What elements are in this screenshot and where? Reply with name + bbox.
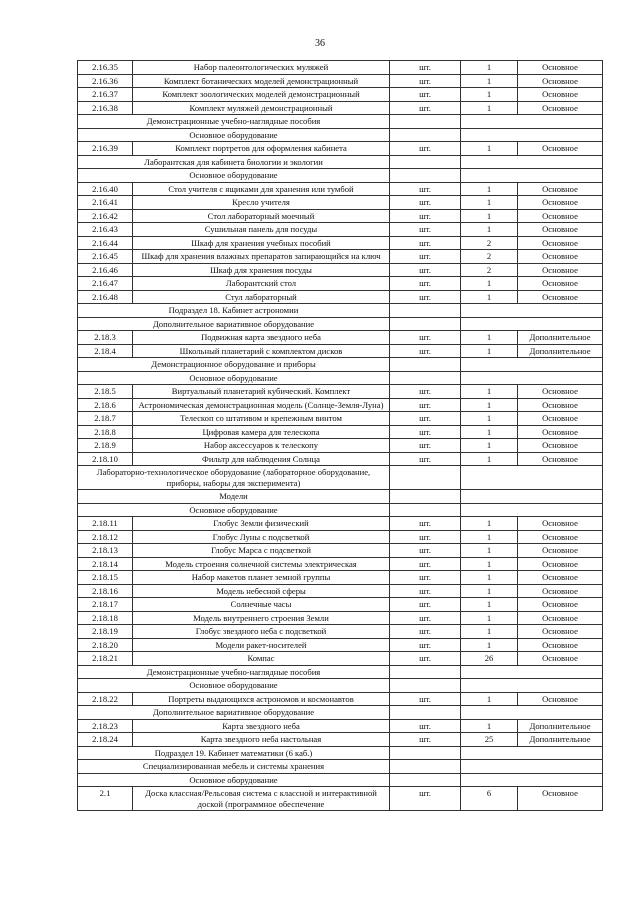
- section-title: Основное оборудование: [78, 169, 390, 183]
- item-unit: шт.: [390, 101, 461, 115]
- table-row: [78, 236, 603, 250]
- item-unit: шт.: [390, 331, 461, 345]
- table-row: [78, 692, 603, 706]
- empty-cell: [390, 371, 461, 385]
- item-name: Доска классная/Рельсовая система с классной и интерактивной доской (программное обеспечение: [133, 787, 390, 811]
- section-row: [78, 679, 603, 693]
- empty-cell: [390, 155, 461, 169]
- item-type: Основное: [518, 517, 603, 531]
- section-row: [78, 128, 603, 142]
- item-unit: шт.: [390, 74, 461, 88]
- item-number: 2.18.11: [78, 517, 133, 531]
- item-unit: шт.: [390, 209, 461, 223]
- item-type: Основное: [518, 236, 603, 250]
- item-number: 2.16.40: [78, 182, 133, 196]
- item-type: Основное: [518, 142, 603, 156]
- item-unit: шт.: [390, 196, 461, 210]
- item-unit: шт.: [390, 385, 461, 399]
- item-name: Кресло учителя: [133, 196, 390, 210]
- item-type: Основное: [518, 101, 603, 115]
- item-name: Модели ракет-носителей: [133, 638, 390, 652]
- item-unit: шт.: [390, 223, 461, 237]
- item-quantity: 1: [461, 638, 518, 652]
- item-number: 2.18.15: [78, 571, 133, 585]
- section-row: [78, 115, 603, 129]
- section-title: Специализированная мебель и системы хранения: [78, 760, 390, 774]
- section-row: [78, 706, 603, 720]
- section-row: [78, 169, 603, 183]
- table-row: [78, 277, 603, 291]
- item-quantity: 1: [461, 425, 518, 439]
- item-type: Основное: [518, 250, 603, 264]
- table-row: [78, 223, 603, 237]
- item-type: Основное: [518, 398, 603, 412]
- item-name: Модель строения солнечной системы электрическая: [133, 557, 390, 571]
- item-unit: шт.: [390, 584, 461, 598]
- item-unit: шт.: [390, 557, 461, 571]
- item-quantity: 1: [461, 196, 518, 210]
- table-row: [78, 719, 603, 733]
- item-quantity: 2: [461, 236, 518, 250]
- item-name: Комплект зоологических моделей демонстрационный: [133, 88, 390, 102]
- table-row: [78, 611, 603, 625]
- item-unit: шт.: [390, 733, 461, 747]
- item-name: Астрономическая демонстрационная модель (Солнце-Земля-Луна): [133, 398, 390, 412]
- item-quantity: 1: [461, 557, 518, 571]
- item-type: Основное: [518, 425, 603, 439]
- table-row: [78, 625, 603, 639]
- item-name: Модель внутреннего строения Земли: [133, 611, 390, 625]
- section-row: [78, 665, 603, 679]
- item-name: Шкаф для хранения влажных препаратов запирающийся на ключ: [133, 250, 390, 264]
- item-name: Карта звездного неба настольная: [133, 733, 390, 747]
- item-name: Компас: [133, 652, 390, 666]
- section-row: [78, 371, 603, 385]
- item-number: 2.18.8: [78, 425, 133, 439]
- item-name: Стол учителя с ящиками для хранения или тумбой: [133, 182, 390, 196]
- item-unit: шт.: [390, 344, 461, 358]
- item-name: Сушильная панель для посуды: [133, 223, 390, 237]
- item-type: Основное: [518, 290, 603, 304]
- table-row: [78, 571, 603, 585]
- item-type: Дополнительное: [518, 719, 603, 733]
- item-type: Основное: [518, 452, 603, 466]
- item-type: Основное: [518, 625, 603, 639]
- item-name: Глобус звездного неба с подсветкой: [133, 625, 390, 639]
- table-row: [78, 530, 603, 544]
- empty-cell: [461, 371, 603, 385]
- item-number: 2.16.48: [78, 290, 133, 304]
- item-unit: шт.: [390, 142, 461, 156]
- item-unit: шт.: [390, 88, 461, 102]
- table-row: [78, 88, 603, 102]
- section-title: Основное оборудование: [78, 371, 390, 385]
- table-row: [78, 290, 603, 304]
- item-quantity: 1: [461, 517, 518, 531]
- section-title: Лабораторно-технологическое оборудование (лабораторное оборудование, приборы, наборы для эксперимента): [78, 466, 390, 490]
- item-quantity: 2: [461, 250, 518, 264]
- item-name: Подвижная карта звездного неба: [133, 331, 390, 345]
- item-number: 2.16.42: [78, 209, 133, 223]
- item-quantity: 1: [461, 209, 518, 223]
- item-name: Комплект портретов для оформления кабинета: [133, 142, 390, 156]
- item-quantity: 1: [461, 439, 518, 453]
- item-quantity: 1: [461, 398, 518, 412]
- item-name: Телескоп со штативом и крепежным винтом: [133, 412, 390, 426]
- section-row: [78, 155, 603, 169]
- item-number: 2.16.39: [78, 142, 133, 156]
- item-type: Основное: [518, 439, 603, 453]
- item-name: Комплект ботанических моделей демонстрационный: [133, 74, 390, 88]
- empty-cell: [390, 304, 461, 318]
- equipment-table: [77, 60, 603, 811]
- item-quantity: 1: [461, 692, 518, 706]
- table-row: [78, 452, 603, 466]
- section-title: Основное оборудование: [78, 773, 390, 787]
- item-unit: шт.: [390, 611, 461, 625]
- empty-cell: [390, 128, 461, 142]
- item-unit: шт.: [390, 277, 461, 291]
- item-type: Основное: [518, 88, 603, 102]
- item-type: Основное: [518, 385, 603, 399]
- empty-cell: [461, 317, 603, 331]
- item-number: 2.18.21: [78, 652, 133, 666]
- item-name: Набор макетов планет земной группы: [133, 571, 390, 585]
- table-row: [78, 425, 603, 439]
- item-number: 2.16.37: [78, 88, 133, 102]
- empty-cell: [390, 773, 461, 787]
- item-unit: шт.: [390, 652, 461, 666]
- section-row: [78, 304, 603, 318]
- item-number: 2.16.35: [78, 61, 133, 75]
- empty-cell: [390, 169, 461, 183]
- item-number: 2.18.20: [78, 638, 133, 652]
- item-name: Карта звездного неба: [133, 719, 390, 733]
- item-type: Основное: [518, 530, 603, 544]
- item-type: Основное: [518, 652, 603, 666]
- item-number: 2.16.38: [78, 101, 133, 115]
- section-row: [78, 760, 603, 774]
- item-name: Школьный планетарий с комплектом дисков: [133, 344, 390, 358]
- section-row: [78, 317, 603, 331]
- empty-cell: [461, 490, 603, 504]
- item-type: Основное: [518, 611, 603, 625]
- empty-cell: [461, 169, 603, 183]
- item-quantity: 1: [461, 452, 518, 466]
- table-row: [78, 584, 603, 598]
- item-name: Модель небесной сферы: [133, 584, 390, 598]
- item-quantity: 1: [461, 223, 518, 237]
- item-type: Дополнительное: [518, 344, 603, 358]
- section-title: Подраздел 18. Кабинет астрономии: [78, 304, 390, 318]
- table-row: [78, 196, 603, 210]
- item-unit: шт.: [390, 719, 461, 733]
- item-number: 2.18.18: [78, 611, 133, 625]
- item-type: Основное: [518, 223, 603, 237]
- table-row: [78, 557, 603, 571]
- table-row: [78, 142, 603, 156]
- item-quantity: 1: [461, 385, 518, 399]
- table-row: [78, 331, 603, 345]
- empty-cell: [461, 155, 603, 169]
- table-row: [78, 544, 603, 558]
- item-number: 2.18.7: [78, 412, 133, 426]
- item-type: Основное: [518, 74, 603, 88]
- item-quantity: 2: [461, 263, 518, 277]
- empty-cell: [461, 358, 603, 372]
- item-quantity: 25: [461, 733, 518, 747]
- table-row: [78, 182, 603, 196]
- item-quantity: 1: [461, 344, 518, 358]
- item-quantity: 1: [461, 598, 518, 612]
- item-quantity: 26: [461, 652, 518, 666]
- item-unit: шт.: [390, 412, 461, 426]
- section-row: [78, 503, 603, 517]
- section-row: [78, 358, 603, 372]
- item-unit: шт.: [390, 236, 461, 250]
- table-row: [78, 61, 603, 75]
- item-quantity: 1: [461, 74, 518, 88]
- item-number: 2.18.12: [78, 530, 133, 544]
- item-number: 2.18.16: [78, 584, 133, 598]
- item-name: Стул лабораторный: [133, 290, 390, 304]
- item-name: Глобус Земли физический: [133, 517, 390, 531]
- item-type: Основное: [518, 787, 603, 811]
- item-number: 2.16.41: [78, 196, 133, 210]
- item-unit: шт.: [390, 452, 461, 466]
- empty-cell: [461, 115, 603, 129]
- table-row: [78, 385, 603, 399]
- section-title: Дополнительное вариативное оборудование: [78, 706, 390, 720]
- item-unit: шт.: [390, 571, 461, 585]
- empty-cell: [390, 466, 461, 490]
- table-row: [78, 263, 603, 277]
- item-unit: шт.: [390, 598, 461, 612]
- item-quantity: 1: [461, 88, 518, 102]
- item-name: Фильтр для наблюдения Солнца: [133, 452, 390, 466]
- item-quantity: 1: [461, 544, 518, 558]
- empty-cell: [461, 760, 603, 774]
- item-type: Основное: [518, 544, 603, 558]
- empty-cell: [461, 466, 603, 490]
- section-row: [78, 746, 603, 760]
- empty-cell: [390, 760, 461, 774]
- item-number: 2.1: [78, 787, 133, 811]
- section-title: Основное оборудование: [78, 128, 390, 142]
- empty-cell: [390, 679, 461, 693]
- item-number: 2.18.3: [78, 331, 133, 345]
- table-row: [78, 638, 603, 652]
- item-unit: шт.: [390, 530, 461, 544]
- item-number: 2.18.4: [78, 344, 133, 358]
- empty-cell: [390, 665, 461, 679]
- item-quantity: 1: [461, 277, 518, 291]
- table-row: [78, 398, 603, 412]
- empty-cell: [390, 503, 461, 517]
- item-unit: шт.: [390, 787, 461, 811]
- item-quantity: 1: [461, 571, 518, 585]
- item-quantity: 1: [461, 142, 518, 156]
- item-unit: шт.: [390, 692, 461, 706]
- empty-cell: [461, 665, 603, 679]
- item-quantity: 1: [461, 290, 518, 304]
- item-name: Лаборантский стол: [133, 277, 390, 291]
- item-name: Набор аксессуаров к телескопу: [133, 439, 390, 453]
- item-name: Глобус Марса с подсветкой: [133, 544, 390, 558]
- empty-cell: [390, 115, 461, 129]
- item-type: Основное: [518, 263, 603, 277]
- empty-cell: [390, 746, 461, 760]
- section-title: Лаборантская для кабинета биологии и экологии: [78, 155, 390, 169]
- table-row: [78, 733, 603, 747]
- item-quantity: 1: [461, 61, 518, 75]
- item-quantity: 1: [461, 584, 518, 598]
- item-quantity: 6: [461, 787, 518, 811]
- item-type: Основное: [518, 209, 603, 223]
- table-row: [78, 652, 603, 666]
- item-number: 2.18.17: [78, 598, 133, 612]
- item-number: 2.18.5: [78, 385, 133, 399]
- item-quantity: 1: [461, 101, 518, 115]
- item-unit: шт.: [390, 638, 461, 652]
- item-type: Основное: [518, 412, 603, 426]
- item-name: Виртуальный планетарий кубический. Комплект: [133, 385, 390, 399]
- table-row: [78, 517, 603, 531]
- empty-cell: [461, 773, 603, 787]
- item-quantity: 1: [461, 719, 518, 733]
- section-title: Основное оборудование: [78, 679, 390, 693]
- item-number: 2.18.6: [78, 398, 133, 412]
- item-number: 2.18.14: [78, 557, 133, 571]
- item-unit: шт.: [390, 263, 461, 277]
- item-type: Основное: [518, 692, 603, 706]
- section-title: Подраздел 19. Кабинет математики (6 каб.): [78, 746, 390, 760]
- section-row: [78, 466, 603, 490]
- item-type: Основное: [518, 598, 603, 612]
- item-name: Комплект муляжей демонстрационный: [133, 101, 390, 115]
- item-number: 2.18.22: [78, 692, 133, 706]
- item-type: Основное: [518, 277, 603, 291]
- item-unit: шт.: [390, 290, 461, 304]
- item-number: 2.16.45: [78, 250, 133, 264]
- table-row: [78, 101, 603, 115]
- item-type: Основное: [518, 61, 603, 75]
- item-unit: шт.: [390, 182, 461, 196]
- section-row: [78, 490, 603, 504]
- item-quantity: 1: [461, 611, 518, 625]
- item-name: Глобус Луны с подсветкой: [133, 530, 390, 544]
- item-unit: шт.: [390, 517, 461, 531]
- empty-cell: [461, 706, 603, 720]
- section-title: Демонстрационное оборудование и приборы: [78, 358, 390, 372]
- item-name: Шкаф для хранения учебных пособий: [133, 236, 390, 250]
- item-unit: шт.: [390, 425, 461, 439]
- empty-cell: [461, 304, 603, 318]
- item-number: 2.18.10: [78, 452, 133, 466]
- item-number: 2.16.46: [78, 263, 133, 277]
- item-name: Солнечные часы: [133, 598, 390, 612]
- item-quantity: 1: [461, 182, 518, 196]
- item-number: 2.16.44: [78, 236, 133, 250]
- table-row: [78, 344, 603, 358]
- empty-cell: [390, 317, 461, 331]
- table-row: [78, 250, 603, 264]
- item-name: Цифровая камера для телескопа: [133, 425, 390, 439]
- item-number: 2.18.23: [78, 719, 133, 733]
- section-row: [78, 773, 603, 787]
- item-name: Шкаф для хранения посуды: [133, 263, 390, 277]
- table-row: [78, 787, 603, 811]
- item-type: Дополнительное: [518, 733, 603, 747]
- empty-cell: [461, 503, 603, 517]
- item-number: 2.16.43: [78, 223, 133, 237]
- item-quantity: 1: [461, 530, 518, 544]
- table-row: [78, 209, 603, 223]
- item-type: Основное: [518, 182, 603, 196]
- item-quantity: 1: [461, 331, 518, 345]
- empty-cell: [461, 128, 603, 142]
- item-type: Основное: [518, 557, 603, 571]
- item-type: Основное: [518, 196, 603, 210]
- item-number: 2.16.47: [78, 277, 133, 291]
- item-type: Основное: [518, 638, 603, 652]
- item-unit: шт.: [390, 250, 461, 264]
- empty-cell: [461, 746, 603, 760]
- item-number: 2.18.13: [78, 544, 133, 558]
- section-title: Основное оборудование: [78, 503, 390, 517]
- item-type: Основное: [518, 571, 603, 585]
- table-row: [78, 439, 603, 453]
- section-title: Демонстрационные учебно-наглядные пособия: [78, 665, 390, 679]
- item-number: 2.18.19: [78, 625, 133, 639]
- table-row: [78, 74, 603, 88]
- empty-cell: [390, 490, 461, 504]
- item-type: Дополнительное: [518, 331, 603, 345]
- item-unit: шт.: [390, 398, 461, 412]
- item-type: Основное: [518, 584, 603, 598]
- section-title: Дополнительное вариативное оборудование: [78, 317, 390, 331]
- section-title: Модели: [78, 490, 390, 504]
- page-number: 36: [315, 38, 325, 49]
- section-title: Демонстрационные учебно-наглядные пособия: [78, 115, 390, 129]
- item-unit: шт.: [390, 439, 461, 453]
- item-name: Набор палеонтологических муляжей: [133, 61, 390, 75]
- item-name: Стол лабораторный моечный: [133, 209, 390, 223]
- empty-cell: [390, 706, 461, 720]
- table-row: [78, 412, 603, 426]
- empty-cell: [461, 679, 603, 693]
- item-unit: шт.: [390, 61, 461, 75]
- item-quantity: 1: [461, 412, 518, 426]
- item-number: 2.18.24: [78, 733, 133, 747]
- item-name: Портреты выдающихся астрономов и космонавтов: [133, 692, 390, 706]
- item-quantity: 1: [461, 625, 518, 639]
- table-row: [78, 598, 603, 612]
- item-number: 2.16.36: [78, 74, 133, 88]
- empty-cell: [390, 358, 461, 372]
- item-unit: шт.: [390, 544, 461, 558]
- item-unit: шт.: [390, 625, 461, 639]
- item-number: 2.18.9: [78, 439, 133, 453]
